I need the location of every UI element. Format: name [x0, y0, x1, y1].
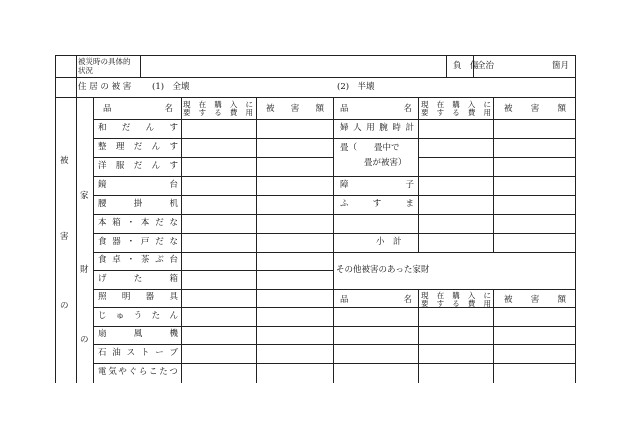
rule-line	[333, 289, 576, 290]
right-cost-header: 現 在 購 入 に	[421, 100, 491, 109]
rule-line	[418, 157, 576, 158]
left-cost-header: 要 す る 費 用	[183, 108, 253, 117]
right-cost-header: 要 す る 費 用	[421, 299, 491, 308]
rule-line	[93, 289, 334, 290]
left-cost-header: 現 在 購 入 に	[183, 100, 253, 109]
rule-line	[93, 97, 94, 383]
left-item-header: 品 名	[103, 104, 173, 114]
left-item-label: 石 油 ス ト ー ブ	[98, 347, 178, 358]
form-right-border	[575, 55, 576, 383]
left-item-label: 食 器 ・ 戸 だ な	[98, 236, 178, 247]
rule-line	[333, 252, 576, 253]
right-cost-header: 現 在 購 入 に	[421, 291, 491, 300]
right-item-shoji: 障 子	[340, 180, 414, 190]
rule-line	[446, 55, 447, 78]
left-item-label: 本 箱 ・ 本 だ な	[98, 217, 178, 228]
left-item-label: 扇 風 機	[98, 329, 178, 339]
right-cost-header: 要 す る 費 用	[421, 108, 491, 117]
left-item-label: 照 明 器 具	[98, 292, 178, 302]
other-household-items-label: その他被害のあった家財	[336, 265, 430, 275]
rule-line	[333, 344, 576, 345]
rule-line	[93, 326, 334, 327]
left-item-label: 腰 掛 机	[98, 198, 178, 209]
left-damage-header: 被 害 額	[266, 104, 324, 114]
rule-line	[333, 176, 576, 177]
form-top-border	[55, 55, 576, 56]
rule-line	[333, 363, 576, 364]
rule-line	[93, 252, 334, 253]
right-damage-header: 被 害 額	[504, 295, 566, 305]
injury-label: 負 傷	[453, 61, 479, 71]
left-item-label: 洋 服 だ ん す	[98, 160, 178, 171]
right-damage-header: 被 害 額	[504, 104, 566, 114]
rule-line	[93, 307, 334, 308]
rule-line	[140, 55, 141, 78]
rule-line	[333, 233, 576, 234]
rule-line	[93, 157, 334, 158]
rule-line	[333, 195, 576, 196]
rule-line	[93, 195, 334, 196]
right-item-header: 品 名	[340, 295, 412, 305]
situation-label: 状況	[78, 66, 93, 75]
rule-line	[55, 97, 576, 98]
side-label-inner: の	[80, 335, 89, 345]
rule-line	[93, 363, 334, 364]
rule-line	[93, 233, 334, 234]
rule-line	[76, 55, 77, 383]
right-item-watch: 婦 人 用 腕 時 計	[340, 123, 414, 133]
right-item-header: 品 名	[340, 104, 412, 114]
left-item-label: 食 卓 ・ 茶 ぶ 台	[98, 255, 178, 265]
right-item-tatami: 畳が被害）	[364, 158, 407, 168]
left-item-label: 整 理 だ ん す	[98, 141, 178, 152]
residence-damage-label: 住 居 の 被 害	[78, 82, 132, 92]
column-line	[418, 97, 419, 253]
rule-line	[93, 344, 334, 345]
side-label-outer: の	[60, 301, 69, 311]
situation-label: 被災時の具体的	[78, 57, 131, 66]
residence-option-full: (1) 全壊	[152, 82, 190, 92]
left-item-label: じ ゅ う た ん	[98, 310, 178, 321]
rule-line	[93, 270, 334, 271]
right-item-subtotal: 小 計	[376, 237, 402, 247]
rule-line	[93, 214, 334, 215]
column-line	[493, 97, 494, 253]
column-line	[333, 97, 334, 383]
column-line	[181, 97, 182, 383]
side-label-inner: 家	[80, 191, 89, 201]
rule-line	[333, 214, 576, 215]
side-label-outer: 害	[60, 232, 69, 242]
injury-unit: 箇月	[552, 61, 570, 71]
column-line	[256, 97, 257, 383]
rule-line	[55, 77, 576, 78]
side-label-outer: 被	[60, 156, 69, 166]
left-item-label: 鏡 台	[98, 179, 178, 190]
rule-line	[93, 119, 334, 120]
rule-line	[93, 138, 334, 139]
injury-value: 全治	[477, 61, 495, 71]
column-line	[418, 289, 419, 383]
left-item-label: げ た 箱	[98, 273, 178, 284]
form-left-border	[55, 55, 56, 383]
rule-line	[333, 138, 576, 139]
rule-line	[93, 176, 334, 177]
column-line	[493, 289, 494, 383]
right-item-tatami: 畳（ 畳中で	[340, 143, 400, 153]
residence-option-half: (2) 半壊	[337, 82, 375, 92]
right-item-fusuma: ふ す ま	[340, 199, 414, 209]
left-item-label: 和 だ ん す	[98, 122, 178, 133]
left-item-label: 電 気 や ぐ ら こ た つ	[98, 366, 178, 377]
rule-line	[333, 119, 576, 120]
rule-line	[333, 326, 576, 327]
side-label-inner: 財	[80, 265, 89, 275]
